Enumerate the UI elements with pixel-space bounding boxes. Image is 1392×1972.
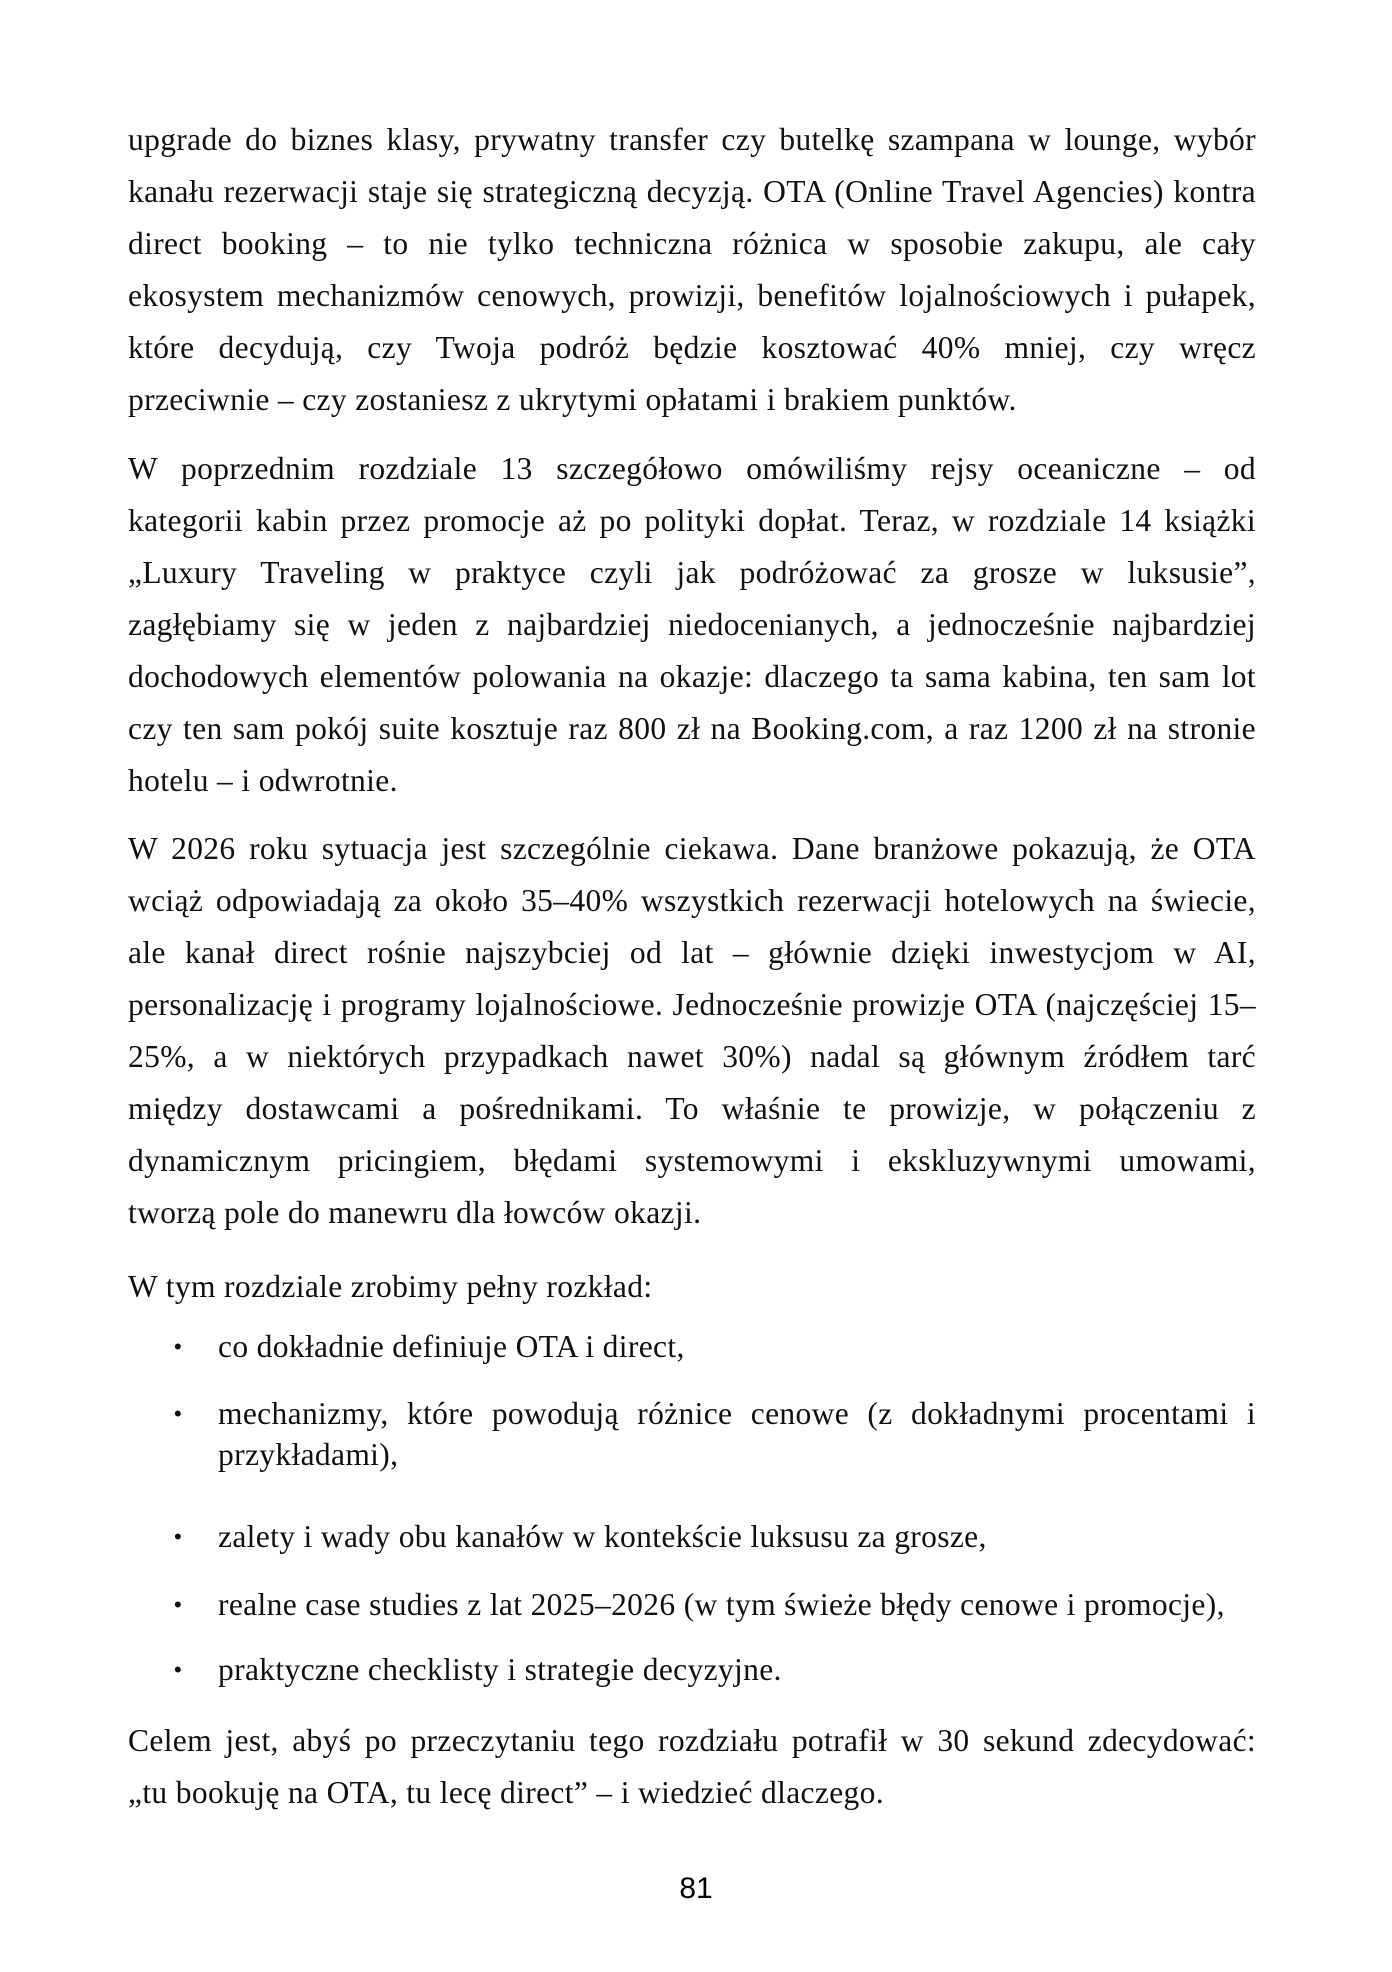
text-line: dynamicznym pricingiem, błędami systemowymi i ekskluzywnymi umowami, bbox=[128, 1143, 1256, 1178]
bullet-icon: • bbox=[174, 1657, 183, 1682]
text-line: które decydują, czy Twoja podróż będzie kosztować 40% mniej, czy wręcz bbox=[128, 330, 1256, 365]
text-line: między dostawcami a pośrednikami. To właśnie te prowizje, w połączeniu z bbox=[128, 1091, 1256, 1126]
list-item-text: przykładami), bbox=[218, 1437, 399, 1472]
text-line: tworzą pole do manewru dla łowców okazji. bbox=[128, 1195, 702, 1230]
text-line: W tym rozdziale zrobimy pełny rozkład: bbox=[128, 1269, 653, 1304]
page-number: 81 bbox=[679, 1872, 713, 1905]
text-line: Celem jest, abyś po przeczytaniu tego rozdziału potrafił w 30 sekund zdecydować: bbox=[128, 1723, 1256, 1758]
list-item-text: zalety i wady obu kanałów w kontekście luksusu za grosze, bbox=[218, 1519, 987, 1554]
bullet-icon: • bbox=[174, 1401, 183, 1426]
text-line: „tu bookuję na OTA, tu lecę direct” – i wiedzieć dlaczego. bbox=[128, 1775, 884, 1810]
text-line: upgrade do biznes klasy, prywatny transfer czy butelkę szampana w lounge, wybór bbox=[128, 122, 1256, 157]
list-item-text: praktyczne checklisty i strategie decyzyjne. bbox=[218, 1652, 782, 1687]
list-intro bbox=[128, 1261, 1256, 1313]
text-line: direct booking – to nie tylko techniczna różnica w sposobie zakupu, ale cały bbox=[128, 226, 1256, 261]
text-line: hotelu – i odwrotnie. bbox=[128, 763, 398, 798]
text-line: ekosystem mechanizmów cenowych, prowizji, benefitów lojalnościowych i pułapek, bbox=[128, 278, 1256, 313]
list-item-text: co dokładnie definiuje OTA i direct, bbox=[218, 1329, 685, 1364]
bullet-icon: • bbox=[174, 1592, 183, 1617]
closing-paragraph bbox=[128, 1715, 1256, 1819]
paragraph-2 bbox=[128, 443, 1256, 807]
list-item-text: realne case studies z lat 2025–2026 (w tym świeże błędy cenowe i promocje), bbox=[218, 1587, 1225, 1622]
text-line: W poprzednim rozdziale 13 szczegółowo omówiliśmy rejsy oceaniczne – od bbox=[128, 451, 1256, 486]
text-line: przeciwnie – czy zostaniesz z ukrytymi opłatami i brakiem punktów. bbox=[128, 382, 1017, 417]
bullet-icon: • bbox=[174, 1334, 183, 1359]
text-line: 25%, a w niektórych przypadkach nawet 30%) nadal są głównym źródłem tarć bbox=[128, 1039, 1256, 1074]
text-line: kategorii kabin przez promocje aż po polityki dopłat. Teraz, w rozdziale 14 książki bbox=[128, 503, 1256, 538]
text-line: „Luxury Traveling w praktyce czyli jak podróżować za grosze w luksusie”, bbox=[128, 555, 1256, 590]
text-line: wciąż odpowiadają za około 35–40% wszystkich rezerwacji hotelowych na świecie, bbox=[128, 883, 1256, 918]
text-line: czy ten sam pokój suite kosztuje raz 800 zł na Booking.com, a raz 1200 zł na stronie bbox=[128, 711, 1256, 746]
text-line: kanału rezerwacji staje się strategiczną decyzją. OTA (Online Travel Agencies) kontra bbox=[128, 174, 1256, 209]
text-line: zagłębiamy się w jeden z najbardziej niedocenianych, a jednocześnie najbardziej bbox=[128, 607, 1256, 642]
paragraph-3 bbox=[128, 823, 1256, 1239]
text-line: dochodowych elementów polowania na okazje: dlaczego ta sama kabina, ten sam lot bbox=[128, 659, 1256, 694]
text-line: ale kanał direct rośnie najszybciej od lat – głównie dzięki inwestycjom w AI, bbox=[128, 935, 1256, 970]
paragraph-1 bbox=[128, 114, 1256, 426]
list-item-text: mechanizmy, które powodują różnice cenowe (z dokładnymi procentami i bbox=[218, 1396, 1256, 1431]
bullet-icon: • bbox=[174, 1524, 183, 1549]
text-line: W 2026 roku sytuacja jest szczególnie ciekawa. Dane branżowe pokazują, że OTA bbox=[128, 831, 1256, 866]
text-line: personalizację i programy lojalnościowe. Jednocześnie prowizje OTA (najczęściej 15– bbox=[128, 987, 1256, 1022]
